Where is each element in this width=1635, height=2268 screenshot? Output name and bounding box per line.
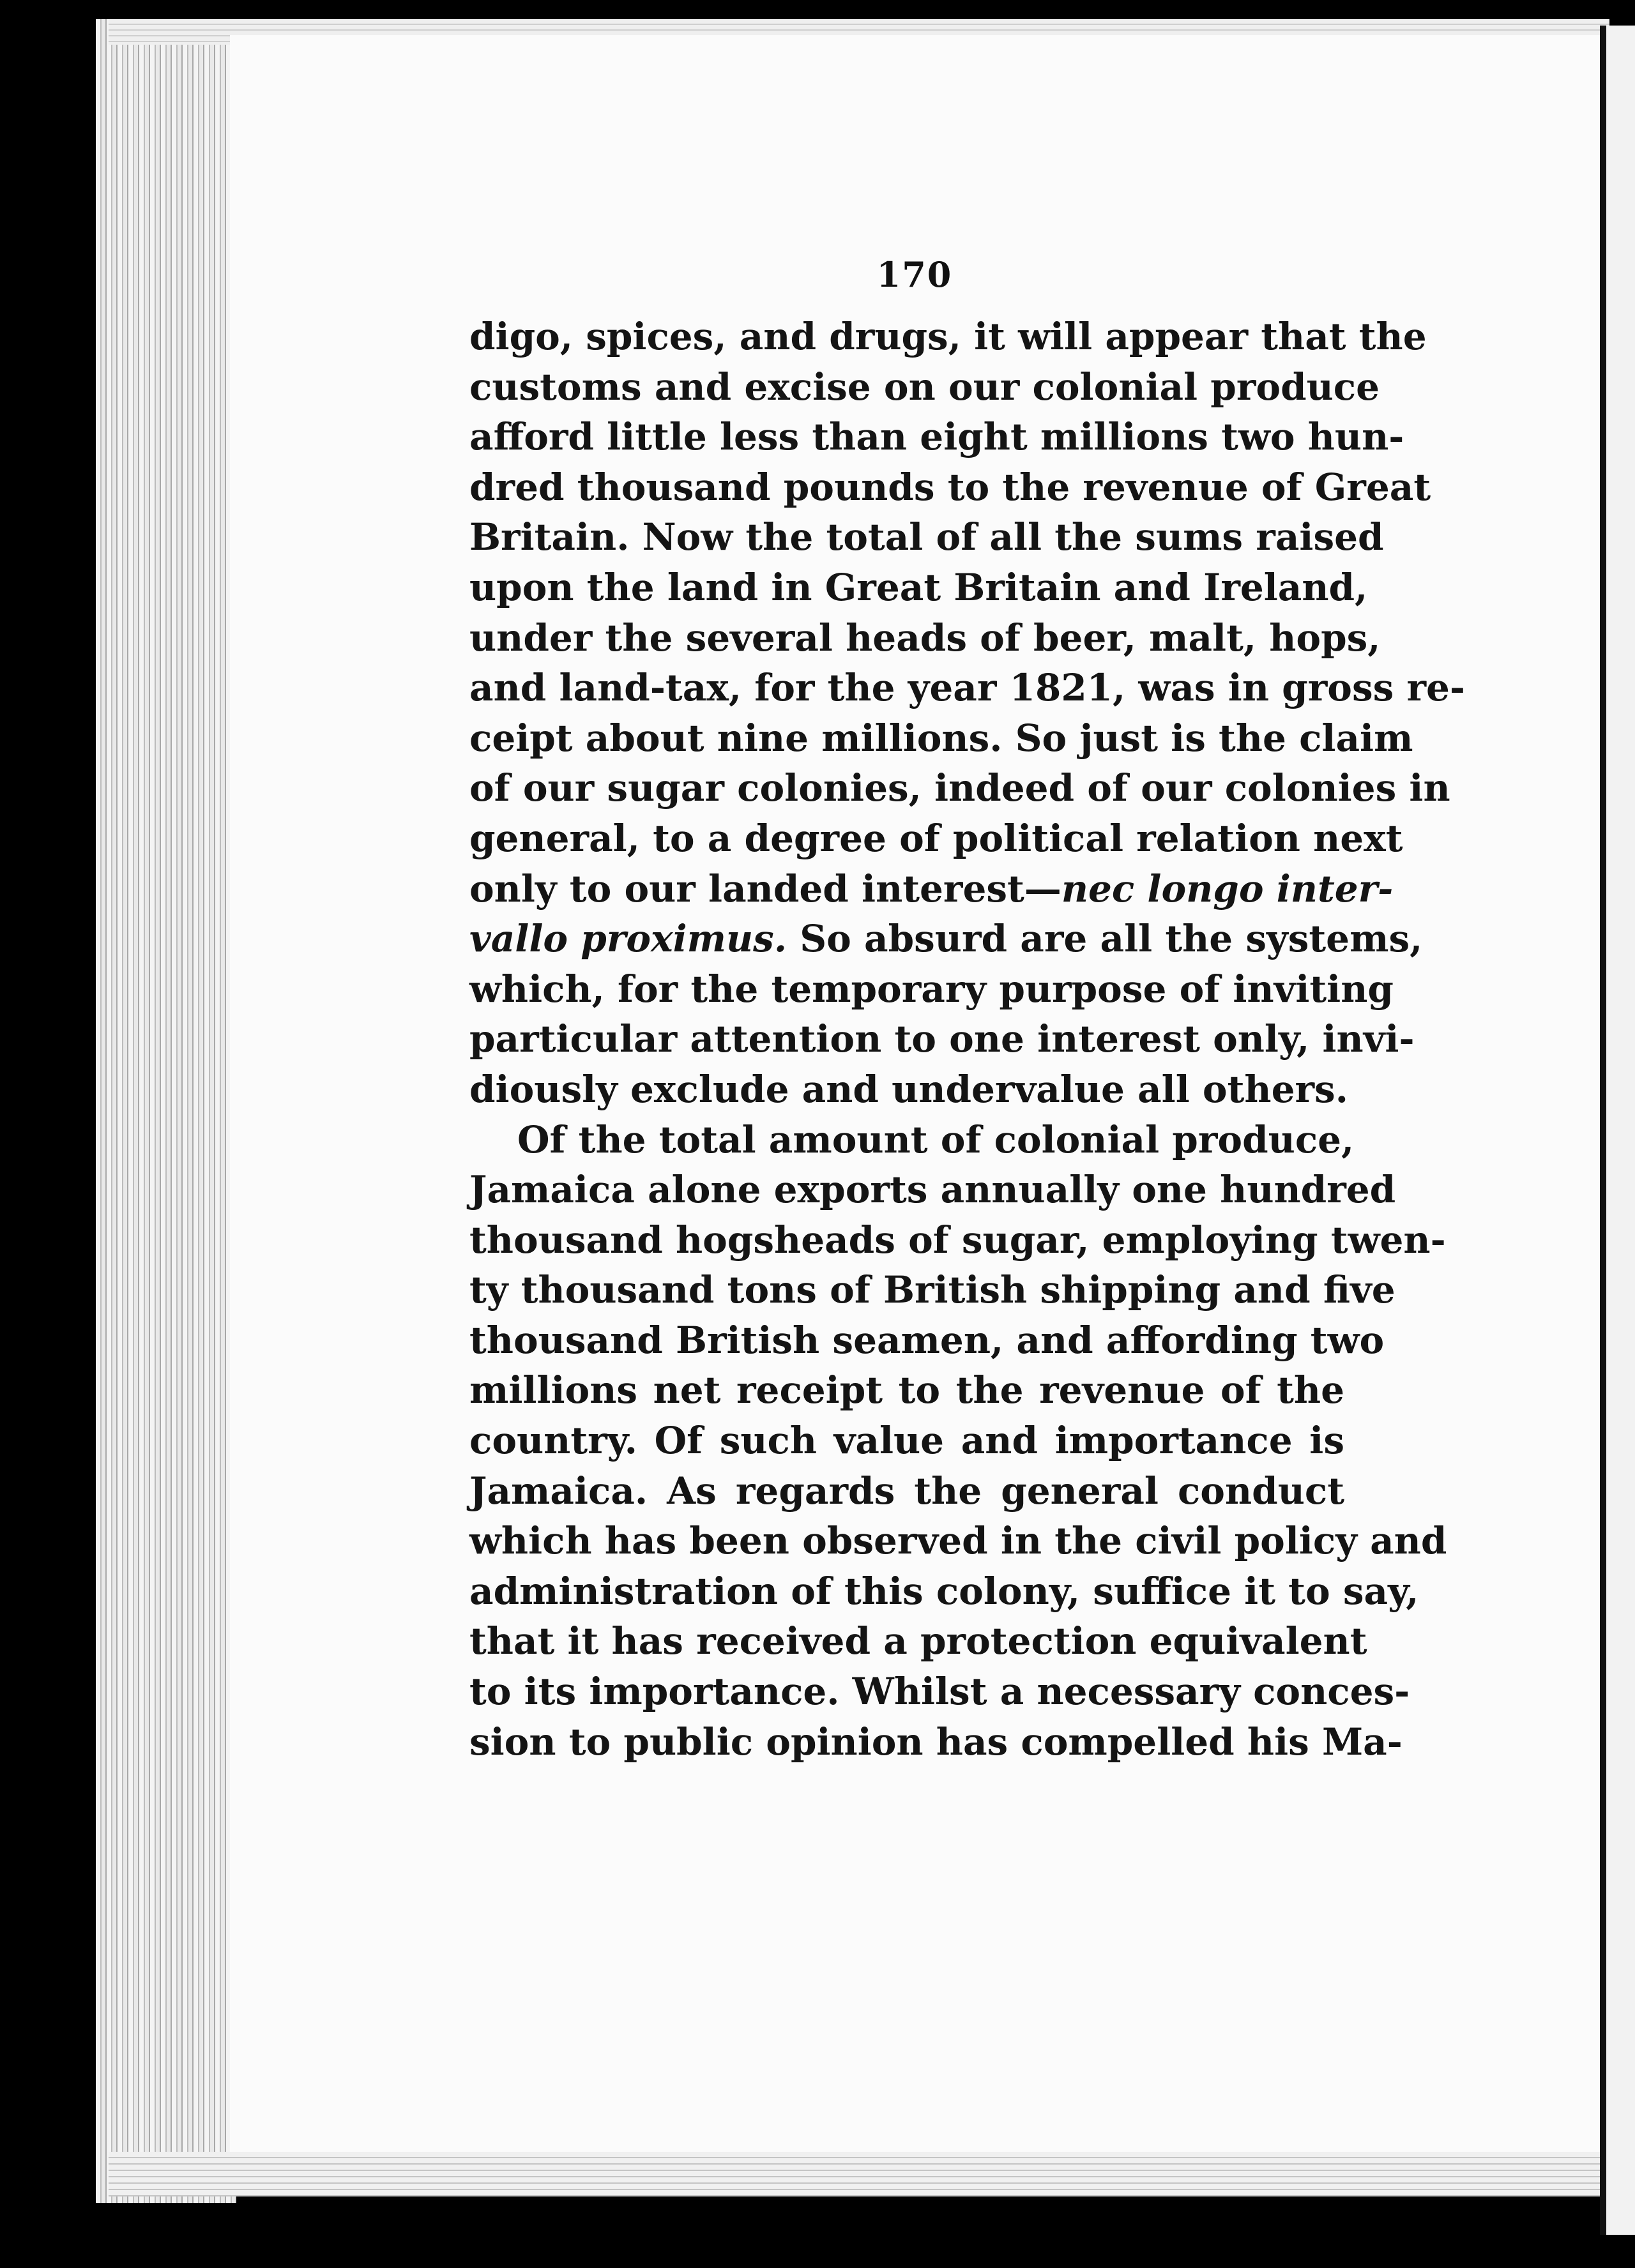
text-line: particular attention to one interest only, invi-	[469, 1017, 1415, 1061]
text-line: sion to public opinion has compelled his Ma-	[469, 1720, 1403, 1764]
text-line-mixed	[469, 864, 1394, 914]
text-line: digo, spices, and drugs, it will appear that the	[469, 315, 1427, 358]
text-line: which, for the temporary purpose of inviting	[469, 967, 1394, 1011]
text-line: diously exclude and undervalue all others.	[469, 1067, 1348, 1111]
text-line: upon the land in Great Britain and Ireland,	[469, 565, 1368, 609]
text-segment: So absurd are all the systems,	[787, 917, 1423, 961]
stacked-page-edges	[96, 19, 236, 2203]
text-line: customs and excise on our colonial produce	[469, 365, 1380, 409]
page-number: 170	[876, 254, 953, 295]
text-line: ceipt about nine millions. So just is the claim	[469, 716, 1413, 760]
text-line: ty thousand tons of British shipping and five	[469, 1268, 1395, 1312]
text-line: which has been observed in the civil policy and	[469, 1519, 1447, 1563]
latin-italic-segment: vallo proximus.	[469, 917, 787, 961]
text-line: dred thousand pounds to the revenue of Great	[469, 465, 1431, 509]
text-line: administration of this colony, suffice it to say,	[469, 1569, 1419, 1613]
text-line: Of the total amount of colonial produce,	[517, 1117, 1355, 1161]
text-line: under the several heads of beer, malt, hops,	[469, 616, 1381, 660]
text-line: Jamaica alone exports annually one hundred	[469, 1168, 1396, 1212]
text-line: thousand hogsheads of sugar, employing twen-	[469, 1218, 1446, 1262]
text-line: Britain. Now the total of all the sums raised	[469, 515, 1384, 559]
stacked-page-bottom-edges	[109, 2152, 1609, 2196]
text-line-mixed	[469, 914, 1423, 964]
text-line: and land-tax, for the year 1821, was in gross re-	[469, 666, 1466, 710]
text-line: of our sugar colonies, indeed of our colonies in	[469, 766, 1450, 810]
em-dash: —	[1024, 866, 1061, 911]
text-line: country. Of such value and importance is	[469, 1419, 1344, 1463]
text-line: general, to a degree of political relation next	[469, 816, 1403, 860]
gutter-shadow	[1600, 26, 1606, 2235]
text-line: thousand British seamen, and affording two	[469, 1318, 1385, 1362]
text-line: Jamaica. As regards the general conduct	[469, 1469, 1344, 1513]
body-text	[469, 312, 1466, 1767]
text-line: millions net receipt to the revenue of the	[469, 1368, 1344, 1412]
facing-page-edge	[1606, 26, 1635, 2235]
text-line: that it has received a protection equivalent	[469, 1619, 1367, 1663]
text-segment: only to our landed interest	[469, 866, 1024, 911]
text-line: to its importance. Whilst a necessary conces-	[469, 1670, 1410, 1714]
latin-italic-segment: nec longo inter-	[1061, 866, 1394, 911]
text-line: afford little less than eight millions two hun-	[469, 415, 1404, 459]
